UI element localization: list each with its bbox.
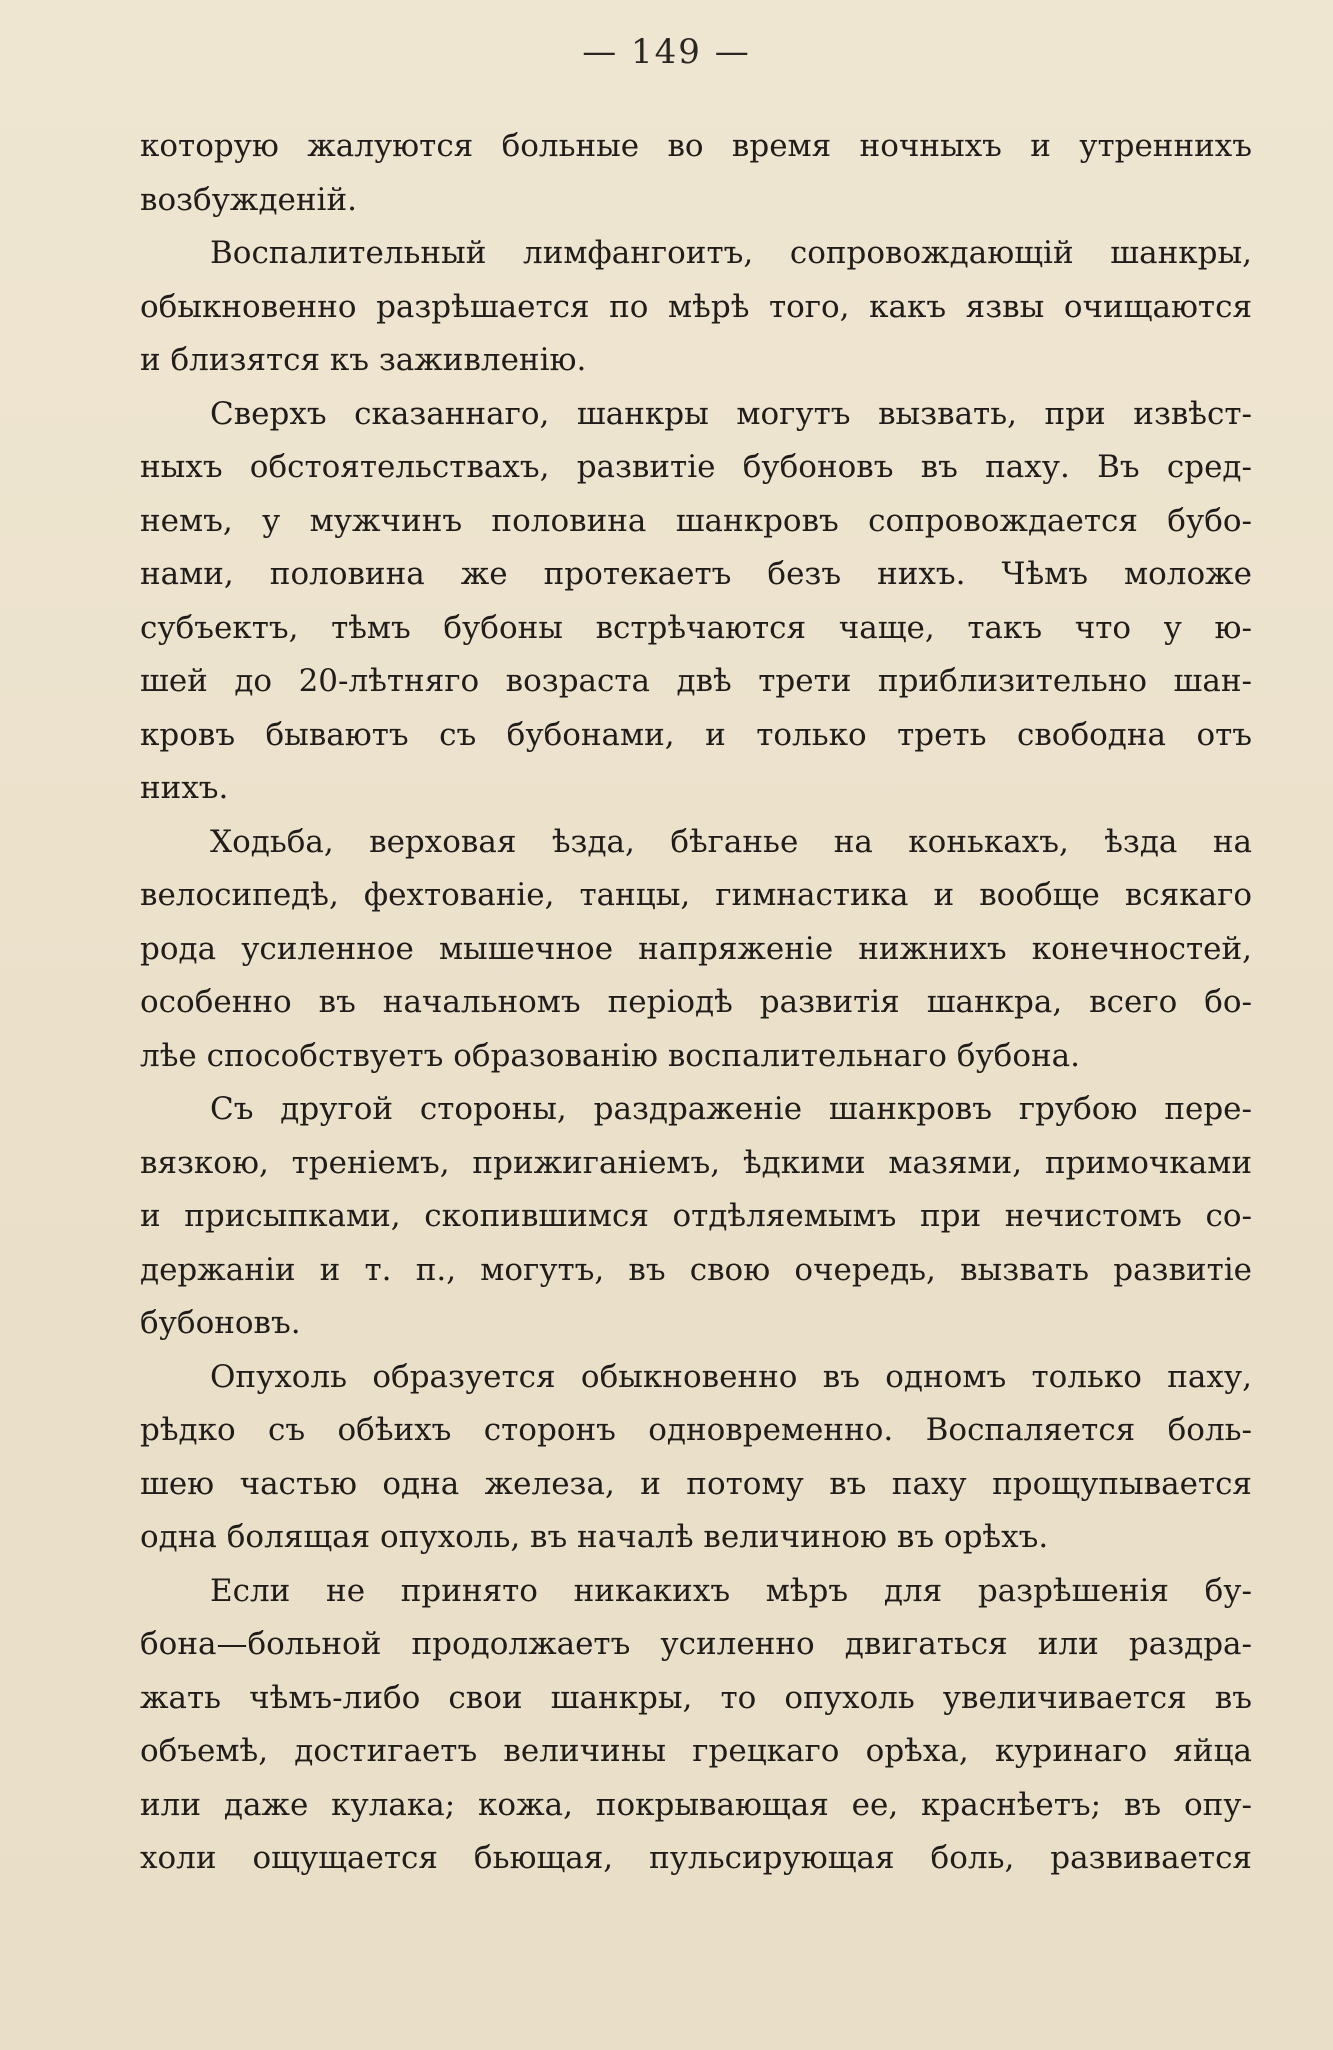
text-line: и присыпками, скопившимся отдѣляемымъ при нечистомъ со-: [140, 1198, 1252, 1234]
text-line: бона—больной продолжаетъ усиленно двигаться или раздра-: [140, 1626, 1252, 1662]
text-line: Опухоль образуется обыкновенно въ одномъ только паху,: [210, 1358, 1252, 1395]
text-line: холи ощущается бьющая, пульсирующая боль, развивается: [140, 1840, 1252, 1876]
text-line: субъектъ, тѣмъ бубоны встрѣчаются чаще, такъ что у ю-: [140, 609, 1252, 646]
text-line: кровъ бываютъ съ бубонами, и только треть свободна отъ: [140, 716, 1252, 753]
text-line: вязкою, треніемъ, прижиганіемъ, ѣдкими мазями, примочками: [140, 1144, 1252, 1181]
paragraph: [140, 1565, 1252, 1886]
body-text: [140, 120, 1252, 1886]
text-line: Ходьба, верховая ѣзда, бѣганье на конькахъ, ѣзда на: [210, 823, 1252, 860]
paragraph: [140, 1351, 1252, 1565]
text-line: жать чѣмъ-либо свои шанкры, то опухоль увеличивается въ: [140, 1679, 1252, 1716]
text-line: держаніи и т. п., могутъ, въ свою очередь, вызвать развитіе: [140, 1251, 1252, 1288]
text-line: возбужденій.: [140, 181, 357, 218]
text-line: Если не принято никакихъ мѣръ для разрѣшенія бу-: [210, 1572, 1252, 1609]
text-line: Сверхъ сказаннаго, шанкры могутъ вызвать, при извѣст-: [210, 395, 1252, 432]
page-number: — 149 —: [582, 32, 751, 72]
text-line: ныхъ обстоятельствахъ, развитіе бубоновъ въ паху. Въ сред-: [140, 449, 1252, 485]
text-line: Съ другой стороны, раздраженіе шанкровъ грубою пере-: [210, 1091, 1252, 1127]
text-line: или даже кулака; кожа, покрывающая ее, краснѣетъ; въ опу-: [140, 1786, 1252, 1823]
text-line: шею частью одна железа, и потому въ паху прощупывается: [140, 1465, 1252, 1502]
text-line: велосипедѣ, фехтованіе, танцы, гимнастика и вообще всякаго: [140, 877, 1252, 913]
text-line: Воспалительный лимфангоитъ, сопровождающій шанкры,: [210, 235, 1252, 271]
text-line: обыкновенно разрѣшается по мѣрѣ того, какъ язвы очищаются: [140, 288, 1252, 325]
text-line: объемѣ, достигаетъ величины грецкаго орѣха, куринаго яйца: [140, 1733, 1252, 1769]
text-line: бубоновъ.: [140, 1305, 301, 1341]
text-line: нами, половина же протекаетъ безъ нихъ. Чѣмъ моложе: [140, 556, 1252, 592]
paragraph: [140, 120, 1252, 227]
paragraph: [140, 388, 1252, 816]
text-line: шей до 20-лѣтняго возраста двѣ трети приблизительно шан-: [140, 663, 1252, 699]
text-line: которую жалуются больные во время ночныхъ и утреннихъ: [140, 128, 1252, 164]
text-line: рѣдко съ обѣихъ сторонъ одновременно. Воспаляется боль-: [140, 1412, 1252, 1448]
text-line: рода усиленное мышечное напряженіе нижнихъ конечностей,: [140, 930, 1252, 967]
text-line: немъ, у мужчинъ половина шанкровъ сопровождается бубо-: [140, 502, 1252, 539]
text-line: лѣе способствуетъ образованію воспалительнаго бубона.: [140, 1037, 1080, 1074]
paragraph: [140, 1083, 1252, 1351]
text-line: особенно въ начальномъ періодѣ развитія шанкра, всего бо-: [140, 984, 1252, 1020]
paragraph: [140, 816, 1252, 1084]
text-line: одна болящая опухоль, въ началѣ величиною въ орѣхъ.: [140, 1519, 1049, 1555]
text-line: и близятся къ заживленію.: [140, 342, 587, 378]
text-line: нихъ.: [140, 770, 229, 806]
paragraph: [140, 227, 1252, 388]
